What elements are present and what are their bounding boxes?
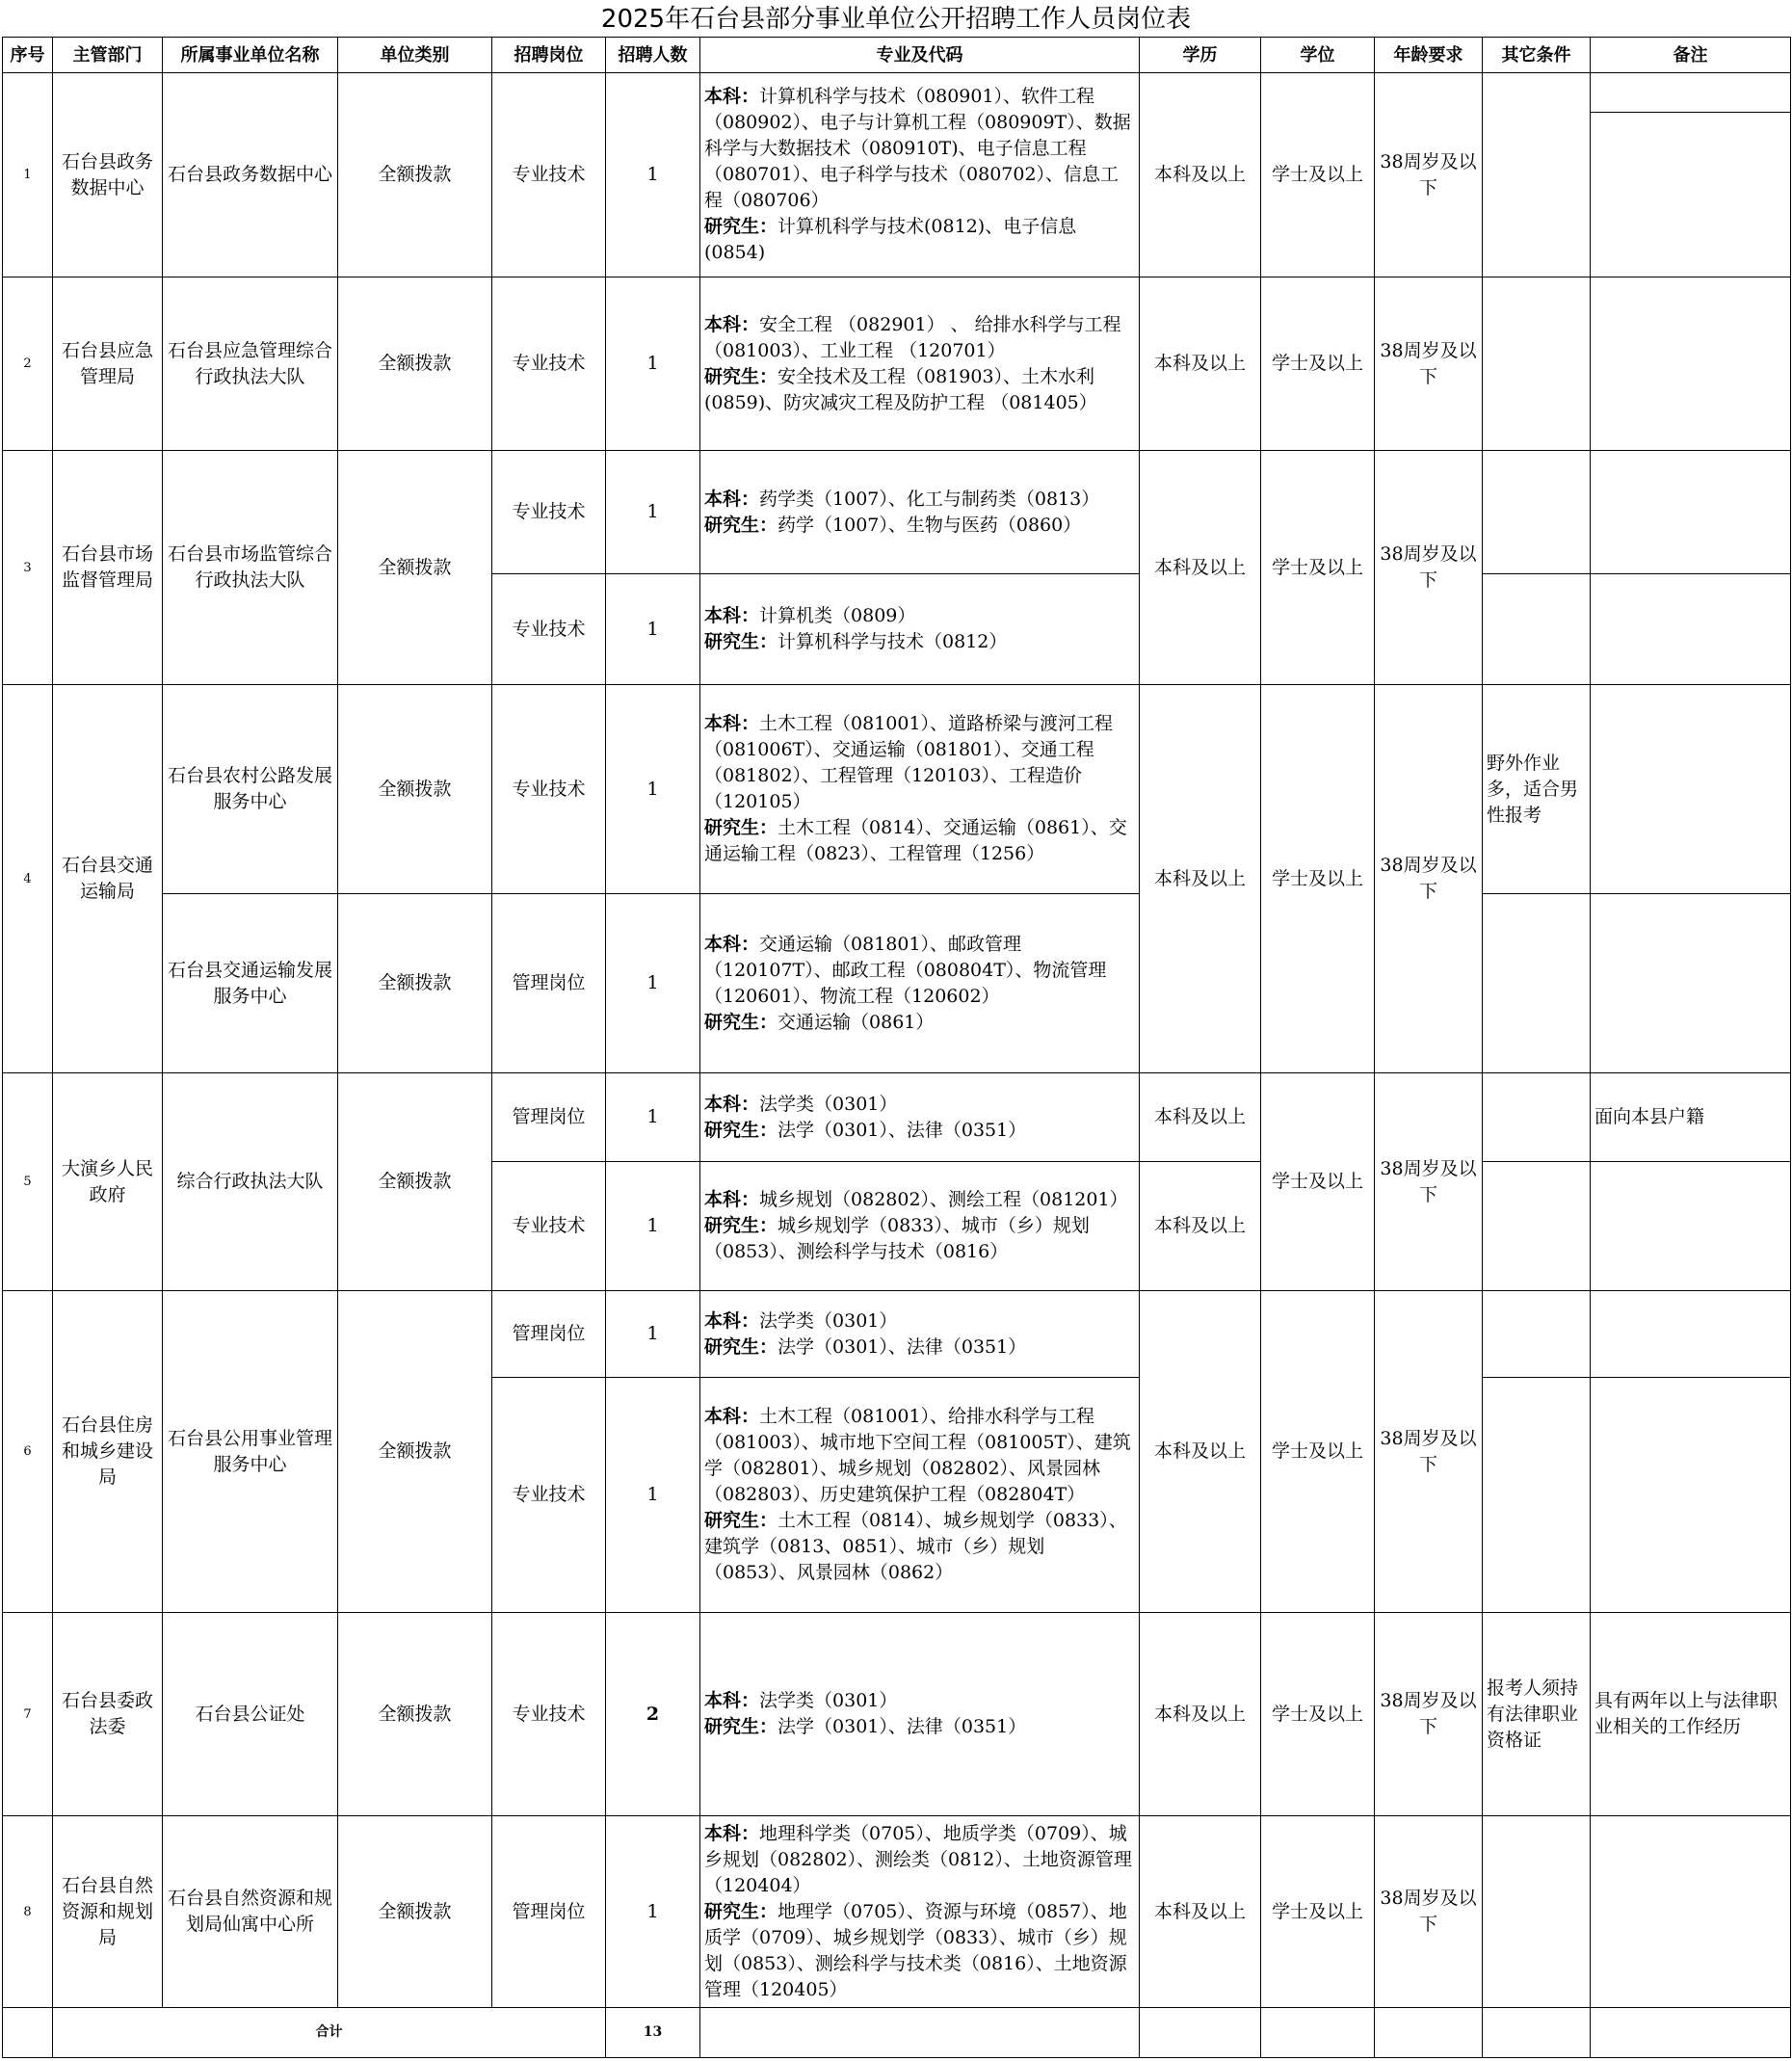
header-count: 招聘人数 xyxy=(606,38,700,73)
total-empty xyxy=(1591,2008,1791,2058)
undergrad-majors: 药学类（1007）、化工与制药类（0813） xyxy=(759,488,1100,510)
major-cell xyxy=(700,1073,1140,1162)
row-seq: 5 xyxy=(3,1073,53,1291)
unit-cell: 综合行政执法大队 xyxy=(163,1073,338,1291)
unit-cell: 石台县政务数据中心 xyxy=(163,73,338,277)
other-cell xyxy=(1483,574,1591,685)
table-row xyxy=(3,1291,1791,1378)
major-cell xyxy=(700,894,1140,1073)
post-cell: 管理岗位 xyxy=(492,1291,606,1378)
total-label: 合计 xyxy=(53,2008,606,2058)
count-cell: 1 xyxy=(606,894,700,1073)
undergrad-majors: 土木工程（081001）、道路桥梁与渡河工程（081006T）、交通运输（081801）、交通工程（081802）、工程管理（120103）、工程造价（120105） xyxy=(704,713,1114,812)
total-empty xyxy=(1140,2008,1261,2058)
table-row xyxy=(3,73,1791,277)
age-cell: 38周岁及以下 xyxy=(1375,1073,1483,1291)
undergrad-majors: 法学类（0301） xyxy=(759,1690,898,1711)
grad-majors: 地理学（0705）、资源与环境（0857）、地质学（0709）、城乡规划学（0833）、城市（乡）规划（0853）、测绘科学与技术类（0816）、土地资源管理（120405） xyxy=(704,1900,1127,2000)
undergrad-label: 本科： xyxy=(704,605,760,626)
total-empty xyxy=(1261,2008,1375,2058)
grad-majors: 交通运输（0861） xyxy=(777,1011,935,1033)
header-degree: 学位 xyxy=(1261,38,1375,73)
degree-cell: 学士及以上 xyxy=(1261,451,1375,685)
count-cell: 2 xyxy=(606,1613,700,1816)
row-seq: 1 xyxy=(3,73,53,277)
other-cell xyxy=(1483,1073,1591,1162)
unit-cell: 石台县公用事业管理服务中心 xyxy=(163,1291,338,1613)
table-row xyxy=(3,1073,1791,1162)
table-row xyxy=(3,451,1791,574)
other-cell: 报考人须持有法律职业资格证 xyxy=(1483,1613,1591,1816)
other-cell xyxy=(1483,1162,1591,1291)
degree-cell: 学士及以上 xyxy=(1261,1816,1375,2008)
count-cell: 1 xyxy=(606,451,700,574)
count-cell: 1 xyxy=(606,1816,700,2008)
post-cell: 专业技术 xyxy=(492,574,606,685)
undergrad-majors: 计算机科学与技术（080901）、软件工程（080902）、电子与计算机工程（080909T）、数据科学与大数据技术（080910T)、电子信息工程（080701）、电子科学与技术（080702）、信息工程（080706） xyxy=(704,86,1131,211)
total-empty xyxy=(1483,2008,1591,2058)
other-cell xyxy=(1483,1816,1591,2008)
row-seq: 7 xyxy=(3,1613,53,1816)
category-cell: 全额拨款 xyxy=(338,1073,492,1291)
note-cell xyxy=(1591,574,1791,685)
category-cell: 全额拨款 xyxy=(338,1613,492,1816)
major-cell xyxy=(700,574,1140,685)
age-cell: 38周岁及以下 xyxy=(1375,451,1483,685)
grad-majors: 计算机科学与技术（0812） xyxy=(777,631,1008,652)
category-cell: 全额拨款 xyxy=(338,1816,492,2008)
table-header-row xyxy=(3,38,1791,73)
unit-cell: 石台县应急管理综合行政执法大队 xyxy=(163,277,338,451)
post-cell: 专业技术 xyxy=(492,277,606,451)
grad-label: 研究生： xyxy=(704,1335,778,1358)
age-cell: 38周岁及以下 xyxy=(1375,685,1483,1073)
education-cell: 本科及以上 xyxy=(1140,1162,1261,1291)
other-cell xyxy=(1483,894,1591,1073)
dept-cell: 石台县政务数据中心 xyxy=(53,73,163,277)
age-cell: 38周岁及以下 xyxy=(1375,1816,1483,2008)
job-positions-table xyxy=(2,37,1791,2058)
major-cell xyxy=(700,1613,1140,1816)
header-dept: 主管部门 xyxy=(53,38,163,73)
grad-majors: 法学（0301）、法律（0351） xyxy=(777,1716,1027,1737)
total-empty xyxy=(1375,2008,1483,2058)
education-cell: 本科及以上 xyxy=(1140,1613,1261,1816)
degree-cell: 学士及以上 xyxy=(1261,1291,1375,1613)
unit-cell: 石台县交通运输发展服务中心 xyxy=(163,894,338,1073)
grad-label: 研究生： xyxy=(704,1119,778,1141)
count-cell: 1 xyxy=(606,73,700,277)
degree-cell: 学士及以上 xyxy=(1261,1613,1375,1816)
education-cell: 本科及以上 xyxy=(1140,73,1261,277)
undergrad-majors: 交通运输（081801）、邮政管理（120107T）、邮政工程（080804T）、物流管理（120601）、物流工程（120602） xyxy=(704,933,1107,1007)
header-education: 学历 xyxy=(1140,38,1261,73)
note-cell xyxy=(1591,73,1791,277)
header-major: 专业及代码 xyxy=(700,38,1140,73)
count-cell: 1 xyxy=(606,1073,700,1162)
education-cell: 本科及以上 xyxy=(1140,451,1261,685)
degree-cell: 学士及以上 xyxy=(1261,685,1375,1073)
note-cell xyxy=(1591,1378,1791,1613)
grad-majors: 安全技术及工程（081903）、土木水利(0859)、防灾减灾工程及防护工程 （081405） xyxy=(704,365,1097,413)
table-row xyxy=(3,1816,1791,2008)
other-cell: 野外作业多，适合男性报考 xyxy=(1483,685,1591,894)
undergrad-label: 本科： xyxy=(704,1406,760,1427)
grad-majors: 土木工程（0814）、城乡规划学（0833）、建筑学（0813、0851）、城市（乡）规划（0853）、风景园林（0862） xyxy=(704,1510,1127,1583)
total-count: 13 xyxy=(606,2008,700,2058)
note-cell xyxy=(1591,1162,1791,1291)
count-cell: 1 xyxy=(606,685,700,894)
major-cell xyxy=(700,451,1140,574)
header-note: 备注 xyxy=(1591,38,1791,73)
header-age: 年龄要求 xyxy=(1375,38,1483,73)
major-cell xyxy=(700,277,1140,451)
major-cell xyxy=(700,685,1140,894)
post-cell: 专业技术 xyxy=(492,1162,606,1291)
undergrad-label: 本科： xyxy=(704,1093,760,1115)
post-cell: 管理岗位 xyxy=(492,1073,606,1162)
total-seq-cell xyxy=(3,2008,53,2058)
grad-majors: 土木工程（0814）、交通运输（0861）、交通运输工程（0823）、工程管理（1256） xyxy=(704,817,1127,864)
major-cell xyxy=(700,73,1140,277)
grad-label: 研究生： xyxy=(704,1510,778,1531)
undergrad-majors: 安全工程 （082901） 、 给排水科学与工程（081003）、工业工程 （120701） xyxy=(704,313,1121,361)
category-cell: 全额拨款 xyxy=(338,894,492,1073)
dept-cell: 石台县住房和城乡建设局 xyxy=(53,1291,163,1613)
count-cell: 1 xyxy=(606,277,700,451)
other-cell xyxy=(1483,73,1591,277)
post-cell: 专业技术 xyxy=(492,73,606,277)
grad-label: 研究生： xyxy=(704,631,778,652)
education-cell: 本科及以上 xyxy=(1140,685,1261,1073)
row-seq: 4 xyxy=(3,685,53,1073)
dept-cell: 石台县交通运输局 xyxy=(53,685,163,1073)
other-cell xyxy=(1483,1378,1591,1613)
category-cell: 全额拨款 xyxy=(338,277,492,451)
unit-cell: 石台县自然资源和规划局仙寓中心所 xyxy=(163,1816,338,2008)
row-seq: 8 xyxy=(3,1816,53,2008)
table-row xyxy=(3,894,1791,1073)
undergrad-majors: 地理科学类（0705）、地质学类（0709）、城乡规划（082802）、测绘类（0812）、土地资源管理（120404） xyxy=(704,1822,1132,1896)
age-cell: 38周岁及以下 xyxy=(1375,1291,1483,1613)
note-cell: 面向本县户籍 xyxy=(1591,1073,1791,1162)
unit-cell: 石台县公证处 xyxy=(163,1613,338,1816)
grad-label: 研究生： xyxy=(704,1900,778,1922)
age-cell: 38周岁及以下 xyxy=(1375,1613,1483,1816)
dept-cell: 石台县委政法委 xyxy=(53,1613,163,1816)
major-cell xyxy=(700,1816,1140,2008)
note-cell xyxy=(1591,1816,1791,2008)
count-cell: 1 xyxy=(606,574,700,685)
post-cell: 专业技术 xyxy=(492,451,606,574)
grad-label: 研究生： xyxy=(704,1716,778,1737)
dept-cell: 大演乡人民政府 xyxy=(53,1073,163,1291)
row-seq: 2 xyxy=(3,277,53,451)
category-cell: 全额拨款 xyxy=(338,451,492,685)
note-cell xyxy=(1591,685,1791,894)
undergrad-majors: 土木工程（081001）、给排水科学与工程（081003）、城市地下空间工程（081005T）、建筑学（082801）、城乡规划（082802）、风景园林（082803）、历史建筑保护工程（082804T） xyxy=(704,1406,1131,1505)
dept-cell: 石台县自然资源和规划局 xyxy=(53,1816,163,2008)
header-category: 单位类别 xyxy=(338,38,492,73)
grad-label: 研究生： xyxy=(704,1011,778,1033)
table-row xyxy=(3,1613,1791,1816)
other-cell xyxy=(1483,277,1591,451)
unit-cell: 石台县市场监管综合行政执法大队 xyxy=(163,451,338,685)
total-empty xyxy=(700,2008,1140,2058)
dept-cell: 石台县应急管理局 xyxy=(53,277,163,451)
header-post: 招聘岗位 xyxy=(492,38,606,73)
undergrad-label: 本科： xyxy=(704,933,760,955)
total-row xyxy=(3,2008,1791,2058)
count-cell: 1 xyxy=(606,1291,700,1378)
major-cell xyxy=(700,1162,1140,1291)
count-cell: 1 xyxy=(606,1378,700,1613)
count-cell: 1 xyxy=(606,1162,700,1291)
grad-label: 研究生： xyxy=(704,817,778,838)
table-row xyxy=(3,685,1791,894)
note-cell: 具有两年以上与法律职业相关的工作经历 xyxy=(1591,1613,1791,1816)
undergrad-majors: 计算机类（0809） xyxy=(759,605,916,626)
header-other: 其它条件 xyxy=(1483,38,1591,73)
undergrad-label: 本科： xyxy=(704,313,760,335)
age-cell: 38周岁及以下 xyxy=(1375,73,1483,277)
note-cell xyxy=(1591,277,1791,451)
grad-majors: 计算机科学与技术(0812)、电子信息(0854) xyxy=(704,216,1077,263)
grad-majors: 法学（0301）、法律（0351） xyxy=(777,1119,1027,1141)
grad-label: 研究生： xyxy=(704,514,778,536)
undergrad-label: 本科： xyxy=(704,1822,760,1844)
grad-majors: 法学（0301）、法律（0351） xyxy=(777,1335,1027,1358)
degree-cell: 学士及以上 xyxy=(1261,277,1375,451)
other-cell xyxy=(1483,451,1591,574)
grad-majors: 药学（1007）、生物与医药（0860） xyxy=(777,514,1082,536)
education-cell: 本科及以上 xyxy=(1140,1073,1261,1162)
grad-label: 研究生： xyxy=(704,365,778,387)
post-cell: 管理岗位 xyxy=(492,1816,606,2008)
note-cell xyxy=(1591,1291,1791,1378)
row-seq: 6 xyxy=(3,1291,53,1613)
note-cell xyxy=(1591,451,1791,574)
degree-cell: 学士及以上 xyxy=(1261,73,1375,277)
header-unit: 所属事业单位名称 xyxy=(163,38,338,73)
major-cell xyxy=(700,1291,1140,1378)
unit-cell: 石台县农村公路发展服务中心 xyxy=(163,685,338,894)
undergrad-label: 本科： xyxy=(704,86,760,107)
undergrad-label: 本科： xyxy=(704,1309,760,1332)
grad-label: 研究生： xyxy=(704,1215,778,1236)
post-cell: 专业技术 xyxy=(492,685,606,894)
row-seq: 3 xyxy=(3,451,53,685)
undergrad-label: 本科： xyxy=(704,1189,760,1210)
undergrad-label: 本科： xyxy=(704,488,760,510)
other-cell xyxy=(1483,1291,1591,1378)
grad-label: 研究生： xyxy=(704,216,778,237)
undergrad-majors: 法学类（0301） xyxy=(759,1093,898,1115)
undergrad-majors: 法学类（0301） xyxy=(759,1309,898,1332)
undergrad-label: 本科： xyxy=(704,1690,760,1711)
category-cell: 全额拨款 xyxy=(338,1291,492,1613)
dept-cell: 石台县市场监督管理局 xyxy=(53,451,163,685)
table-row xyxy=(3,277,1791,451)
education-cell: 本科及以上 xyxy=(1140,1816,1261,2008)
page-title: 2025年石台县部分事业单位公开招聘工作人员岗位表 xyxy=(600,5,1192,34)
degree-cell: 学士及以上 xyxy=(1261,1073,1375,1291)
header-seq: 序号 xyxy=(3,38,53,73)
post-cell: 专业技术 xyxy=(492,1613,606,1816)
undergrad-majors: 城乡规划（082802）、测绘工程（081201） xyxy=(759,1189,1128,1210)
post-cell: 专业技术 xyxy=(492,1378,606,1613)
category-cell: 全额拨款 xyxy=(338,73,492,277)
category-cell: 全额拨款 xyxy=(338,685,492,894)
undergrad-label: 本科： xyxy=(704,713,760,734)
grad-majors: 城乡规划学（0833）、城市（乡）规划（0853）、测绘科学与技术（0816） xyxy=(704,1215,1090,1262)
education-cell: 本科及以上 xyxy=(1140,277,1261,451)
age-cell: 38周岁及以下 xyxy=(1375,277,1483,451)
note-cell xyxy=(1591,894,1791,1073)
education-cell: 本科及以上 xyxy=(1140,1291,1261,1613)
post-cell: 管理岗位 xyxy=(492,894,606,1073)
major-cell xyxy=(700,1378,1140,1613)
